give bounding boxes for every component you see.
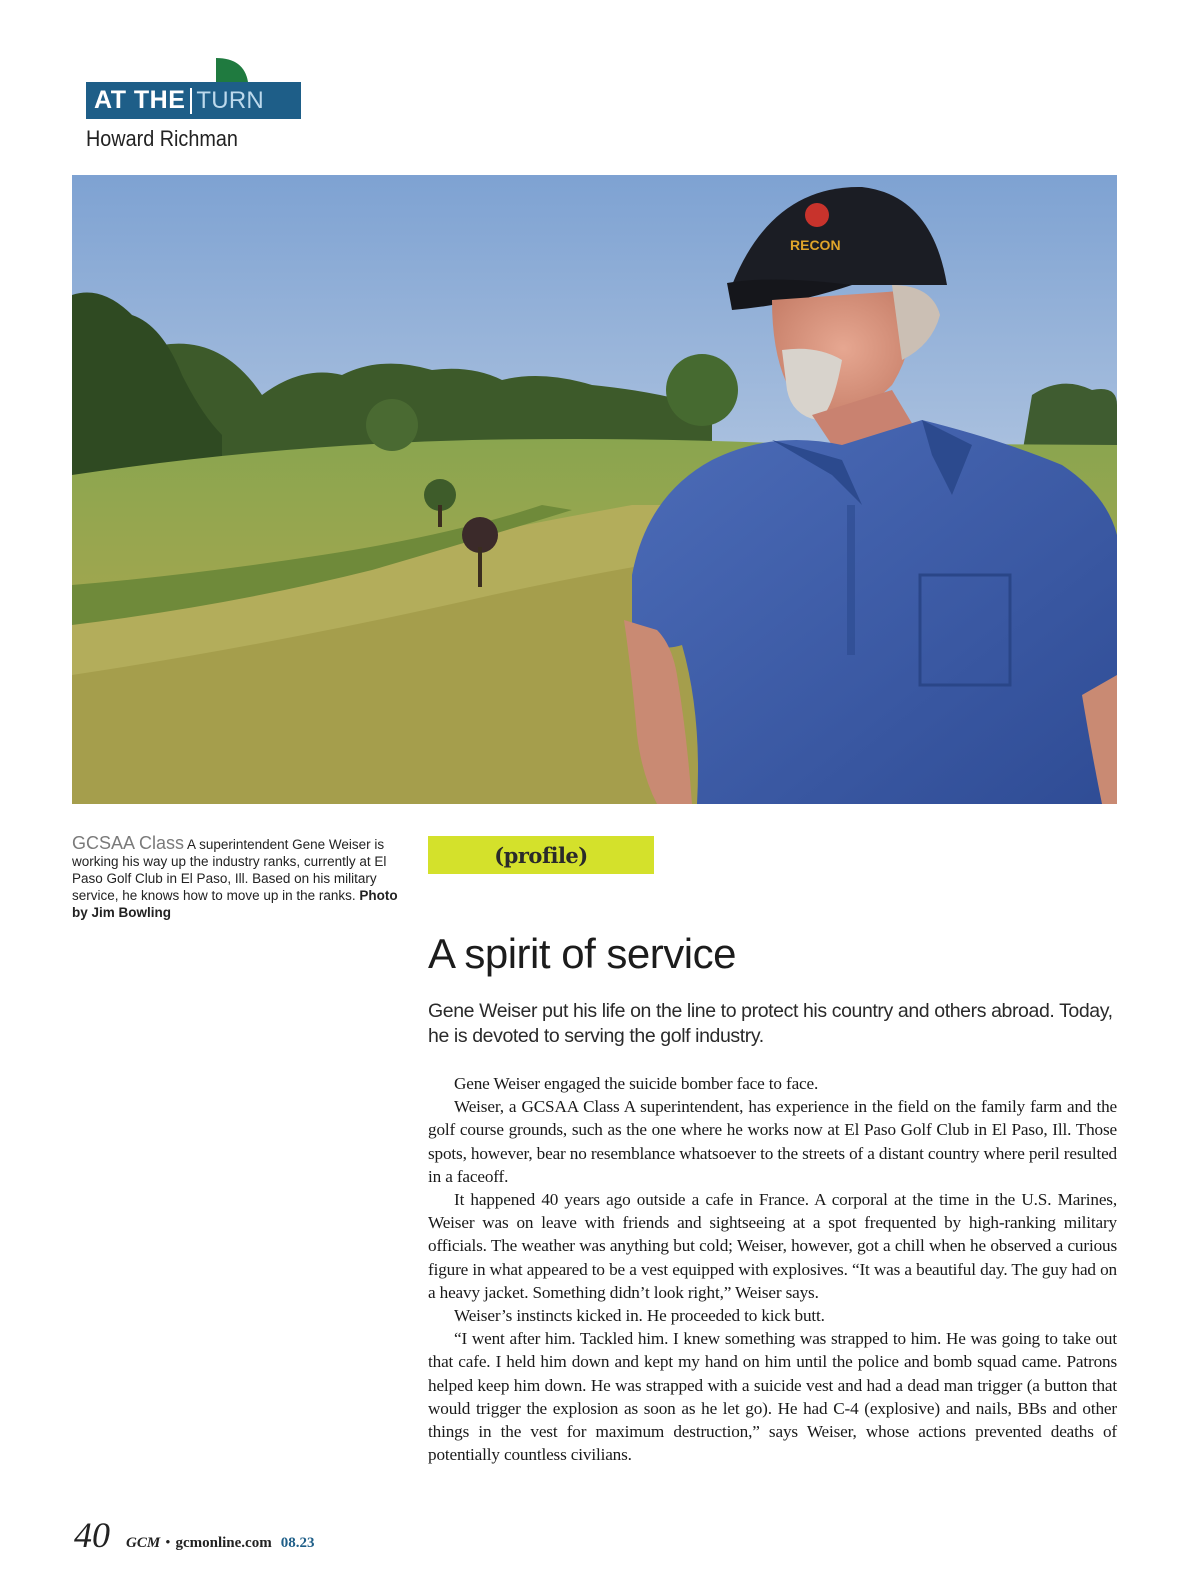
article-deck: Gene Weiser put his life on the line to protect his country and others abroad. Today, he is devoted to serving the golf industry. — [428, 1000, 1113, 1047]
magazine-brand: GCM — [126, 1535, 161, 1551]
body-paragraph: Weiser’s instincts kicked in. He proceeded to kick butt. — [454, 1306, 825, 1326]
section-label-left: AT THE — [94, 86, 186, 114]
article-headline: A spirit of service — [428, 930, 736, 977]
profile-tag: (profile) — [428, 836, 654, 874]
page-footer — [74, 1514, 314, 1556]
magazine-website: gcmonline.com — [175, 1535, 272, 1551]
body-paragraph: It happened 40 years ago outside a cafe in France. A corporal at the time in the U.S. Marines, Weiser was on leave with friends and sightseeing at a spot frequented by high-ranking military officials. The weather was anything but cold; Weiser, however, got a chill when he observed a curious figure in what appeared to be a vest equipped with explosives. “It was a beautiful day. The guy had on a heavy jacket. Something didn’t look right,” Weiser says. — [428, 1190, 1117, 1302]
cap-text: RECON — [790, 237, 841, 253]
section-divider — [190, 88, 192, 114]
section-label-right: TURN — [196, 86, 264, 114]
golf-flag-icon — [216, 58, 248, 82]
section-banner — [86, 82, 301, 119]
issue-date: 08.23 — [280, 1535, 315, 1551]
body-paragraph: Gene Weiser engaged the suicide bomber face to face. — [454, 1074, 819, 1093]
photo-caption — [72, 835, 407, 921]
feature-photo — [72, 175, 1117, 804]
author-byline: Howard Richman — [86, 126, 238, 151]
section-logo — [86, 58, 302, 120]
footer-bullet: • — [165, 1535, 171, 1551]
body-paragraph: “I went after him. Tackled him. I knew something was strapped to him. He was going to take out that cafe. I held him down and kept my hand on him until the police and bomb squad came. Patrons helped keep him down. He was strapped with a suicide vest and had a dead man trigger (a button that would trigger the explosion as soon as he let go). He had C-4 (explosive) and nails, BBs and other things in the vest for maximum destruction,” says Weiser, whose actions prevented deaths of potentially countless civilians. — [428, 1329, 1117, 1465]
page-number: 40 — [74, 1515, 110, 1555]
body-paragraph: Weiser, a GCSAA Class A superintendent, has experience in the field on the family farm and the golf course grounds, such as the one where he works now at El Paso Golf Club in El Paso, Ill. Those spots, however, bear no resemblance whatsoever to the streets of a distant country where peril resulted in a faceoff. — [428, 1097, 1117, 1186]
golf-course-portrait-image — [72, 175, 1117, 804]
article-body — [428, 1072, 1117, 1466]
caption-lead: GCSAA Class — [72, 833, 185, 853]
caption-text: A superintendent Gene Weiser is working his way up the industry ranks, currently at El Paso Golf Club in El Paso, Ill. Based on his military service, he knows how to move up in the ranks. — [72, 837, 387, 903]
photo-credit: Photo by Jim Bowling — [72, 888, 398, 920]
